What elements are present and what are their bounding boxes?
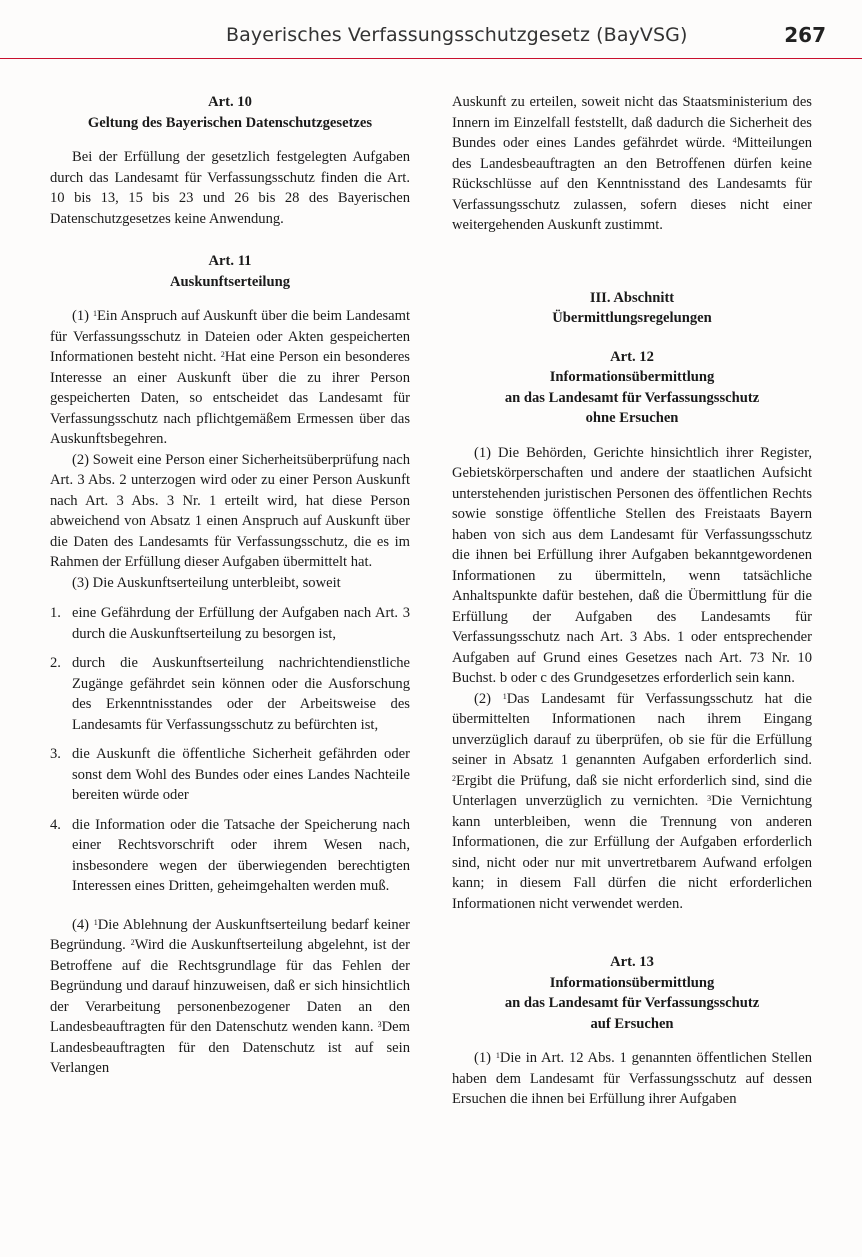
art13-heading <box>452 952 812 1034</box>
sentence-marker: 2 <box>452 773 456 783</box>
art11-para-4-continued <box>452 92 812 236</box>
art12-title-line: an das Landesamt für Verfassungsschutz <box>504 389 760 406</box>
art13-title-line: an das Landesamt für Verfassungsschutz <box>504 995 760 1011</box>
running-title: Bayerisches Verfassungsschutzgesetz (BayVSG) <box>226 24 688 46</box>
sentence-marker: 1 <box>92 309 97 318</box>
art11-title: Auskunftserteilung <box>169 273 290 290</box>
list-text: die Information oder die Tatsache der Speicherung nach einer Rechtsvorschrift oder ihrem Wesen nach, insbesondere wegen der überwiegenden berechtigten Interessen eines Dritten, geheimgehalten werden muß. <box>72 816 410 894</box>
list-item <box>50 603 410 644</box>
art11-list <box>50 603 410 897</box>
list-number: 1. <box>50 605 61 621</box>
sentence: Ein Anspruch auf Auskunft über die beim Landesamt für Verfassungsschutz in Dateien oder Akten gespeicherten Informationen besteht nicht. <box>50 308 411 365</box>
list-item <box>50 744 410 806</box>
art11-para-4 <box>50 915 410 1079</box>
list-text: die Auskunft die öffentliche Sicherheit gefährden oder sonst dem Wohl des Bundes oder eines Landes Nachteile bereiten würde oder <box>72 746 410 803</box>
sentence: Auskunft zu erteilen, soweit nicht das Staatsministerium des Innern im Einzelfall feststellt, daß dadurch die Sicherheit des Bundes oder eines Landes gefährdet würde. <box>452 94 812 151</box>
page-header <box>0 0 862 59</box>
art13-para-1 <box>452 1048 812 1110</box>
sentence-marker: 3 <box>377 1020 382 1029</box>
art12-heading <box>452 347 812 429</box>
art10-heading <box>50 92 410 133</box>
art11-para-3: (3) Die Auskunftserteilung unterbleibt, soweit <box>72 574 341 591</box>
sentence: Die Ablehnung der Auskunftserteilung bedarf keiner Begründung. <box>50 916 410 953</box>
sentence-marker: 4 <box>732 136 737 145</box>
art12-title-line: ohne Ersuchen <box>585 410 679 426</box>
section-title: Übermittlungsregelungen <box>552 310 712 326</box>
art13-title-line: Informationsübermittlung <box>549 974 715 991</box>
sentence: Wird die Auskunftserteilung abgelehnt, ist der Betroffene auf die Rechtsgrundlage für das Fehlen der Begründung und darauf hinzuweisen, daß er sich hinsichtlich der Verarbeitung personenbezogener Daten an den Landesbeauftragten für den Datenschutz wenden kann. <box>50 937 410 1035</box>
left-column <box>50 92 410 1079</box>
art13-number: Art. 13 <box>610 954 654 970</box>
sentence-marker: 2 <box>220 350 225 359</box>
sentence-marker: 1 <box>495 1051 500 1060</box>
sentence-marker: 3 <box>707 794 712 803</box>
art11-heading <box>50 251 410 292</box>
sentence: Ergibt die Prüfung, daß sie nicht erforderlich sind, sind die Unterlagen unverzüglich zu vernichten. <box>452 772 812 809</box>
list-number: 3. <box>50 746 61 762</box>
art12-number: Art. 12 <box>610 348 654 365</box>
sentence: Die Vernichtung kann unterbleiben, wenn die Trennung von anderen Informationen, die zur Erfüllung der Aufgaben erforderlich sind, nicht oder nur mit unvertretbarem Aufwand erfolgen kann; in diesem Fall dürfen die nicht erforderlichen Informationen nicht verwendet werden. <box>452 793 812 912</box>
sentence: Mitteilungen des Landesbeauftragten an den Betroffenen dürfen keine Rückschlüsse auf den Kenntnisstand des Landesamts für Verfassungsschutz zulassen, sofern dieses nicht einer weitergehenden Auskunft zustimmt. <box>452 135 812 233</box>
list-item <box>50 815 410 897</box>
sentence: Das Landesamt für Verfassungsschutz hat die übermittelten Informationen nach ihrem Eingang unverzüglich darauf zu überprüfen, ob sie für die Erfüllung seiner in Absatz 1 genannten Aufgaben erforderlich sind. <box>452 690 813 768</box>
list-number: 4. <box>50 816 61 833</box>
sentence: Dem Landesbeauftragten für den Datenschutz ist auf sein Verlangen <box>50 1019 410 1076</box>
para-lead: (4) <box>72 916 94 933</box>
right-column <box>452 92 812 1110</box>
art10-number: Art. 10 <box>208 94 252 110</box>
art12-para-2 <box>452 689 812 915</box>
para-lead: (1) <box>72 308 93 324</box>
art10-title: Geltung des Bayerischen Datenschutzgesetzes <box>87 114 373 131</box>
art11-para-2: (2) Soweit eine Person einer Sicherheitsüberprüfung nach Art. 3 Abs. 2 unterzogen wird oder zu einer Person Auskunft nach Art. 3 Abs. 3 Nr. 1 erteilt wird, hat diese Person abweichend von Absatz 1 einen Anspruch auf Auskunft über die Daten des Landesamts für Verfassungsschutz, die es im Rahmen der Erfüllung dieser Aufgaben übermittelt hat. <box>50 451 410 570</box>
art11-para-1 <box>50 306 410 450</box>
art10-text: Bei der Erfüllung der gesetzlich festgelegten Aufgaben durch das Landesamt für Verfassungsschutz finden die Art. 10 bis 13, 15 bis 23 und 26 bis 28 des Bayerischen Datenschutzgesetzes keine Anwendung. <box>50 149 410 227</box>
sentence-marker: 1 <box>502 691 507 701</box>
section-heading <box>452 288 812 329</box>
list-number: 2. <box>50 655 61 671</box>
sentence: Die in Art. 12 Abs. 1 genannten öffentlichen Stellen haben dem Landesamt für Verfassungsschutz auf dessen Ersuchen die ihnen bei Erfüllung ihrer Aufgaben <box>452 1050 812 1107</box>
para-lead: (1) <box>474 1050 496 1066</box>
sentence-marker: 1 <box>93 917 98 927</box>
list-text: eine Gefährdung der Erfüllung der Aufgaben nach Art. 3 durch die Auskunftserteilung zu besorgen ist, <box>72 605 410 642</box>
art12-title-line: Informationsübermittlung <box>549 369 715 385</box>
art11-number: Art. 11 <box>208 253 252 269</box>
sentence-marker: 2 <box>130 938 135 947</box>
page-number: 267 <box>784 23 826 47</box>
sentence: Hat eine Person ein besonderes Interesse an einer Auskunft über die zu ihrer Person gespeicherten Daten, so entscheidet das Landesamt für Verfassungsschutz nach pflichtgemäßem Ermessen über das Auskunftsbegehren. <box>50 349 410 447</box>
art13-title-line: auf Ersuchen <box>590 1015 674 1032</box>
list-text: durch die Auskunftserteilung nachrichtendienstliche Zugänge gefährdet sein können oder die Ausforschung des Erkenntnisstandes oder der Arbeitsweise des Landesamts für Verfassungsschutz zu befürchten ist, <box>72 655 410 733</box>
para-lead: (2) <box>474 690 503 707</box>
list-item <box>50 653 410 735</box>
art12-para-1: (1) Die Behörden, Gerichte hinsichtlich ihrer Register, Gebietskörperschaften und andere der staatlichen Aufsicht unterstehenden juristischen Personen des öffentlichen Rechts sowie sonstige öffentliche Stellen des Freistaats Bayern haben von sich aus dem Landesamt für Verfassungsschutz die ihnen bei Erfüllung ihrer Aufgaben bekanntgewordenen Informationen zu übermitteln, wenn tatsächliche Anhaltspunkte dafür bestehen, daß die Übermittlung für die Erfüllung der Aufgaben des Landesamts für Verfassungsschutz nach Art. 3 Abs. 1 oder entsprechender Aufgaben auf Grund eines Gesetzes nach Art. 73 Nr. 10 Buchst. b oder c des Grundgesetzes erforderlich sein kann. <box>452 444 812 686</box>
section-number: III. Abschnitt <box>589 289 675 306</box>
